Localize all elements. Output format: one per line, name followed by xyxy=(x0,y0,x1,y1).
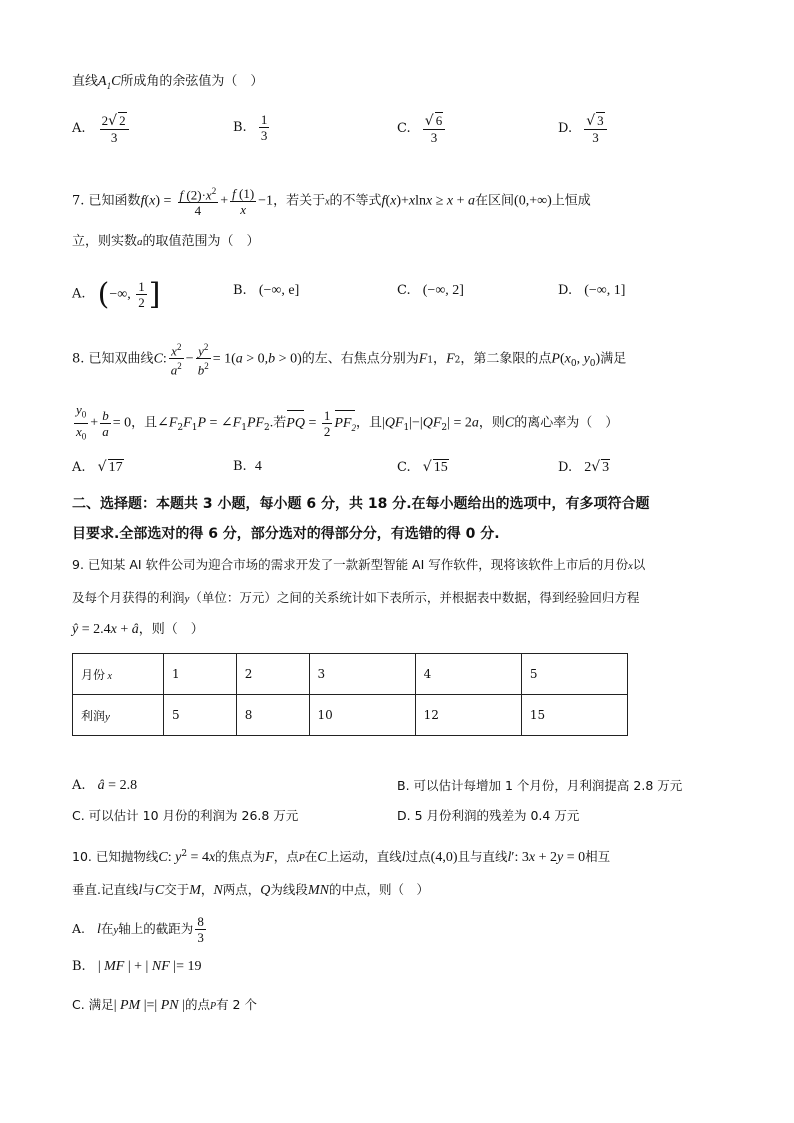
q7-text-d: 在区间 xyxy=(475,193,515,209)
table-row xyxy=(73,695,628,736)
q8-text-a: 已知双曲线 xyxy=(88,351,154,367)
q9-option-c: C. 可以估计 10 月份的利润为 26.8 万元 xyxy=(72,808,299,823)
q10-line2-b: 与 xyxy=(142,882,155,897)
q8-text-d: 满足 xyxy=(600,351,627,367)
table-header-cell: 月份 x xyxy=(73,654,164,695)
q7-inequality: f(x)+xlnx ≥ x + a xyxy=(381,193,476,209)
q8-number: 8. xyxy=(72,351,85,367)
q9-line3 xyxy=(72,620,204,640)
table-cell: 10 xyxy=(309,695,415,736)
q10-option-b: B. | MF | + | NF |= 19 xyxy=(72,959,202,974)
q10-text-d: 在 xyxy=(304,849,318,865)
q7-fraction-1: $\frac{f (2)\cdot x^2}{4}$ xyxy=(179,186,217,219)
option-label: A. xyxy=(72,921,86,936)
q6-option-b-fraction: $\frac{1}{3}$ xyxy=(260,112,268,143)
q7-line1: 7. 已知函数f(x) = $\frac{f (2)\cdot x^2}{4}$ + $\frac{f (1)}{x}$ −1，若关于x的不等式f(x)+xlnx ≥ x + a在区间(0,+∞)上恒成 xyxy=(72,185,591,219)
q10-line2-e: 两点， xyxy=(222,882,261,897)
q9-option-a: A. â = 2.8 xyxy=(72,778,138,793)
q9-line1: 9. 已知某 AI 软件公司为迎合市场的需求开发了一款新型智能 AI 写作软件，现将该软件上市后的月份x以 xyxy=(72,557,646,572)
q9-line2-text-b: （单位：万元）之间的关系统计如下表所示，并根据表中数据，得到经验回归方程 xyxy=(189,590,640,605)
option-label: B. xyxy=(233,459,247,474)
q10-option-c-text: C. 满足 xyxy=(72,997,114,1012)
q9-option-d: D. 5 月份利润的残差为 0.4 万元 xyxy=(397,808,580,823)
table-cell: 5 xyxy=(164,695,237,736)
q9-line1-tail: 以 xyxy=(632,557,646,572)
q10-line2: 垂直.记直线l与C交于M，N两点，Q为线段MN的中点，则（ ） xyxy=(72,882,429,898)
q10-option-c-tail-b: 有 2 个 xyxy=(216,997,257,1012)
q9-regression-equation: ŷ = 2.4x + â xyxy=(72,622,139,637)
q7-number: 7. xyxy=(72,193,85,209)
option-label: B. xyxy=(233,120,247,135)
section2-heading-line2: 目要求.全部选对的得 6 分，部分选对的得部分分，有选错的得 0 分. xyxy=(72,526,500,542)
q8-text-f: 若 xyxy=(273,415,287,431)
table-cell: 15 xyxy=(521,695,627,736)
option-label: A. xyxy=(72,121,86,136)
option-label: A. xyxy=(72,778,86,793)
option-label: A. xyxy=(72,460,86,475)
option-label: D. xyxy=(558,121,573,136)
q8-option-b: B. 4 xyxy=(233,459,262,474)
q8-text-g: ，且 xyxy=(355,415,382,431)
q7-text-b: ，若关于 xyxy=(273,193,326,209)
q9-option-b: B. 可以估计每增加 1 个月份，月利润提高 2.8 万元 xyxy=(397,778,683,793)
q10-line2-a: 垂直.记直线 xyxy=(72,882,139,897)
table-cell: 8 xyxy=(236,695,309,736)
q7-text-a: 已知函数 xyxy=(88,193,141,209)
q7-option-a: A. (−∞, $\frac{1}{2}$ ] xyxy=(72,276,161,312)
q7-line2-text: 立，则实数 xyxy=(72,234,138,249)
q6-option-b xyxy=(233,112,271,143)
table-row xyxy=(73,654,628,695)
q6-math-a1c: $A_1C$ xyxy=(98,74,121,91)
q7-text-c: 的不等式 xyxy=(329,193,382,209)
q6-option-d-fraction: $\frac{√ 3}{3}$ xyxy=(584,112,606,145)
q8-line2: $\frac{y_0}{x_0}$ + $\frac{b}{a}$ = 0，且$\angle F_2F_1P$ = $\angle F_1PF_2$.若PQ = $\frac{1}{2}$ $PF_2$，且$|QF_1|-|QF_2| = 2a$，则C的离心率为（ ） xyxy=(76,402,619,442)
table-cell: 3 xyxy=(309,654,415,695)
q9-line2: 及每个月获得的利润y（单位：万元）之间的关系统计如下表所示，并根据表中数据，得到经验回归方程 xyxy=(72,590,640,605)
q6-option-c xyxy=(397,112,447,145)
q10-option-a-text: 在 xyxy=(100,921,114,936)
q9-line1-text: 9. 已知某 AI 软件公司为迎合市场的需求开发了一款新型智能 AI 写作软件，现将该软件上市后的月份 xyxy=(72,557,629,572)
option-label: C. xyxy=(397,283,411,298)
q10-text-e: 上运动，直线 xyxy=(326,849,402,865)
q8-text-c: ，第二象限的点 xyxy=(460,351,552,367)
q10-option-c-tail: 的点 xyxy=(184,997,210,1012)
q10-line2-d: ， xyxy=(200,882,214,897)
q8-option-d: D. 2√ 3 xyxy=(558,459,610,475)
q10-text-a: 10. 已知抛物线 xyxy=(72,849,159,865)
q6-option-a-fraction: $\frac{2√ 2}{3}$ xyxy=(100,112,129,145)
q6-option-c-fraction: $\frac{√ 6}{3}$ xyxy=(423,112,445,145)
q10-line2-c: 交于 xyxy=(164,882,190,897)
option-label: D. xyxy=(558,460,573,475)
q10-text-h: 相互 xyxy=(585,849,611,865)
q7-option-c: C. (−∞, 2] xyxy=(397,283,464,298)
table-cell: 1 xyxy=(164,654,237,695)
q7-option-d: D. (−∞, 1] xyxy=(558,283,626,298)
q7-line2-text-b: 的取值范围为（ ） xyxy=(142,234,260,249)
q10-text-f: 过点 xyxy=(405,849,431,865)
q7-math-fx: f xyxy=(140,193,145,209)
option-label: C. xyxy=(397,460,411,475)
option-label: B. xyxy=(72,959,86,974)
q8-text-h: ，则 xyxy=(478,415,505,431)
q7-line2: 立，则实数a的取值范围为（ ） xyxy=(72,234,260,249)
q10-option-c: C. 满足| PM |=| PN |的点P有 2 个 xyxy=(72,997,257,1013)
q6-option-d xyxy=(558,112,609,145)
q8-option-c: C. √ 15 xyxy=(397,459,448,475)
q9-data-table xyxy=(72,653,628,736)
q10-line1: 10. 已知抛物线C: $y^2 = 4x$的焦点为F，点P在C上运动，直线l过点(4,0)且与直线l′: 3x + 2y = 0相互 xyxy=(72,849,611,866)
q10-text-g: 且与直线 xyxy=(457,849,508,865)
q9-line3-tail: ，则（ ） xyxy=(138,622,204,637)
table-cell: 5 xyxy=(521,654,627,695)
q6-text-a: 直线 xyxy=(72,74,99,89)
q7-text-e: 上恒成 xyxy=(551,193,591,209)
q10-option-a: A. l在y轴上的截距为 $\frac{8}{3}$ xyxy=(72,914,204,945)
table-header-cell: 利润y xyxy=(73,695,164,736)
q8-option-a: A. √ 17 xyxy=(72,459,123,475)
table-cell: 12 xyxy=(415,695,521,736)
q10-text-b: 的焦点为 xyxy=(215,849,266,865)
section2-heading-line1: 二、选择题：本题共 3 小题，每小题 6 分，共 18 分.在每小题给出的选项中，有多项符合题 xyxy=(72,496,650,512)
q6-option-a xyxy=(72,112,131,145)
table-cell: 2 xyxy=(236,654,309,695)
q10-line2-f: 为线段 xyxy=(270,882,308,897)
q6-tail-line xyxy=(72,72,263,96)
q6-text-b: 所成角的余弦值为（ ） xyxy=(120,74,264,89)
option-label: A. xyxy=(72,286,86,302)
table-cell: 4 xyxy=(415,654,521,695)
q10-text-c: ，点 xyxy=(273,849,299,865)
option-label: D. xyxy=(558,283,573,298)
option-label: B. xyxy=(233,283,247,298)
q8-text-e: ，且 xyxy=(131,415,158,431)
q10-option-a-text-b: 轴上的截距为 xyxy=(118,921,194,936)
q8-line1: 8. 已知双曲线C: $\frac{x^2}{a^2}$ − $\frac{y^2}{b^2}$ = 1(a > 0,b > 0)的左、右焦点分别为F1，F2，第二象限的点$P(x_0$, $y_0$)满足 xyxy=(72,342,627,378)
q8-text-i: 的离心率为（ ） xyxy=(514,415,619,431)
q7-interval: (0,+∞) xyxy=(514,193,552,209)
q7-option-b: B. (−∞, e] xyxy=(233,283,300,298)
q8-text-b: 的左、右焦点分别为 xyxy=(301,351,419,367)
q7-fraction-2: $\frac{f (1)}{x}$ xyxy=(232,185,255,217)
option-label: C. xyxy=(397,121,411,136)
q10-line2-g: 的中点，则（ ） xyxy=(328,882,429,897)
q9-line2-text: 及每个月获得的利润 xyxy=(72,590,185,605)
